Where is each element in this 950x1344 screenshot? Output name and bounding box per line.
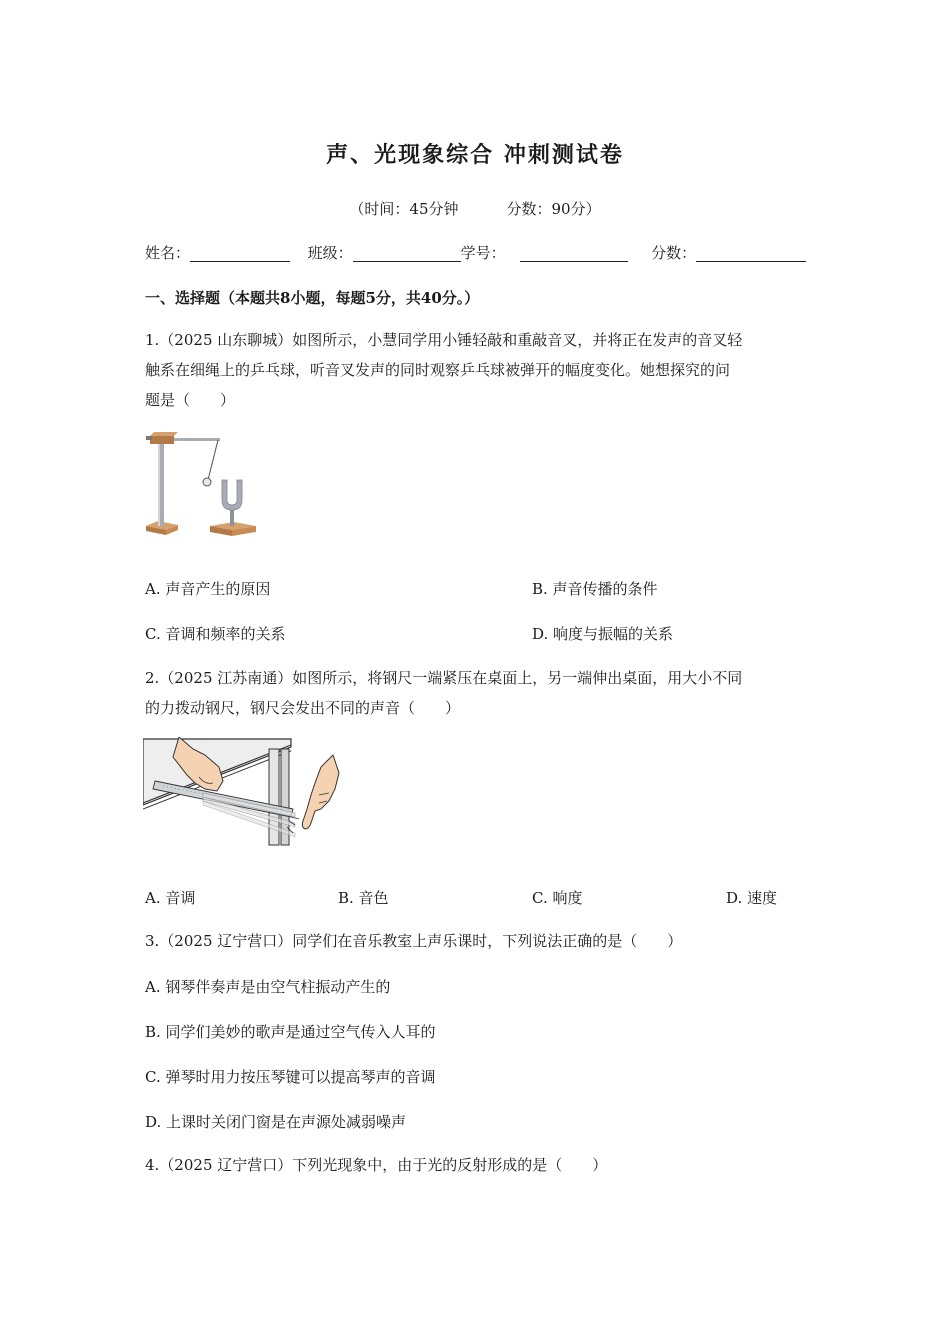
student-info-line [145, 242, 806, 263]
page-title: 声、光现象综合 冲刺测试卷 [326, 142, 624, 168]
option-b: B. 声音传播的条件 [532, 580, 658, 598]
option-b: B. 音色 [338, 889, 389, 907]
name-label: 姓名： [145, 244, 191, 262]
class-blank[interactable] [353, 245, 461, 262]
option-a: A. 钢琴伴奏声是由空气柱振动产生的 [145, 978, 391, 996]
time-text: （时间：45分钟 [349, 200, 459, 218]
option-a: A. 音调 [145, 889, 196, 907]
question-1-stem [145, 325, 742, 415]
option-d: D. 上课时关闭门窗是在声源处减弱噪声 [145, 1113, 407, 1131]
section-heading: 一、选择题（本题共8小题，每题5分，共40分。） [145, 289, 480, 307]
name-blank[interactable] [190, 245, 290, 262]
score-text: 分数：90分） [506, 200, 601, 218]
tuning-fork-figure [144, 428, 256, 544]
id-blank[interactable] [520, 245, 628, 262]
score-label: 分数： [651, 244, 697, 262]
option-c: C. 弹琴时用力按压琴键可以提高琴声的音调 [145, 1068, 436, 1086]
question-3-stem: 3.（2025 辽宁营口）同学们在音乐教室上声乐课时，下列说法正确的是（ ） [145, 932, 683, 950]
id-label: 学号： [460, 244, 506, 262]
question-2-stem [145, 663, 742, 723]
time-score-line [0, 198, 950, 219]
option-a: A. 声音产生的原因 [145, 580, 271, 598]
question-1-line: 触系在细绳上的乒乓球，听音叉发声的同时观察乒乓球被弹开的幅度变化。她想探究的问 [145, 361, 731, 379]
option-c: C. 响度 [532, 889, 583, 907]
option-d: D. 速度 [726, 889, 778, 907]
option-b: B. 同学们美妙的歌声是通过空气传入人耳的 [145, 1023, 436, 1041]
question-1-line: 1.（2025 山东聊城）如图所示，小慧同学用小锤轻敲和重敲音叉，并将正在发声的音叉轻 [145, 331, 743, 349]
option-c: C. 音调和频率的关系 [145, 625, 286, 643]
question-1-line: 题是（ ） [145, 391, 236, 409]
question-4-stem: 4.（2025 辽宁营口）下列光现象中，由于光的反射形成的是（ ） [145, 1156, 608, 1174]
class-label: 班级： [307, 244, 353, 262]
option-d: D. 响度与振幅的关系 [532, 625, 674, 643]
score-blank[interactable] [696, 245, 806, 262]
question-2-line: 的力拨动钢尺，钢尺会发出不同的声音（ ） [145, 699, 461, 717]
question-2-line: 2.（2025 江苏南通）如图所示，将钢尺一端紧压在桌面上，另一端伸出桌面，用大小不同 [145, 669, 743, 687]
ruler-on-table-figure [143, 737, 343, 851]
